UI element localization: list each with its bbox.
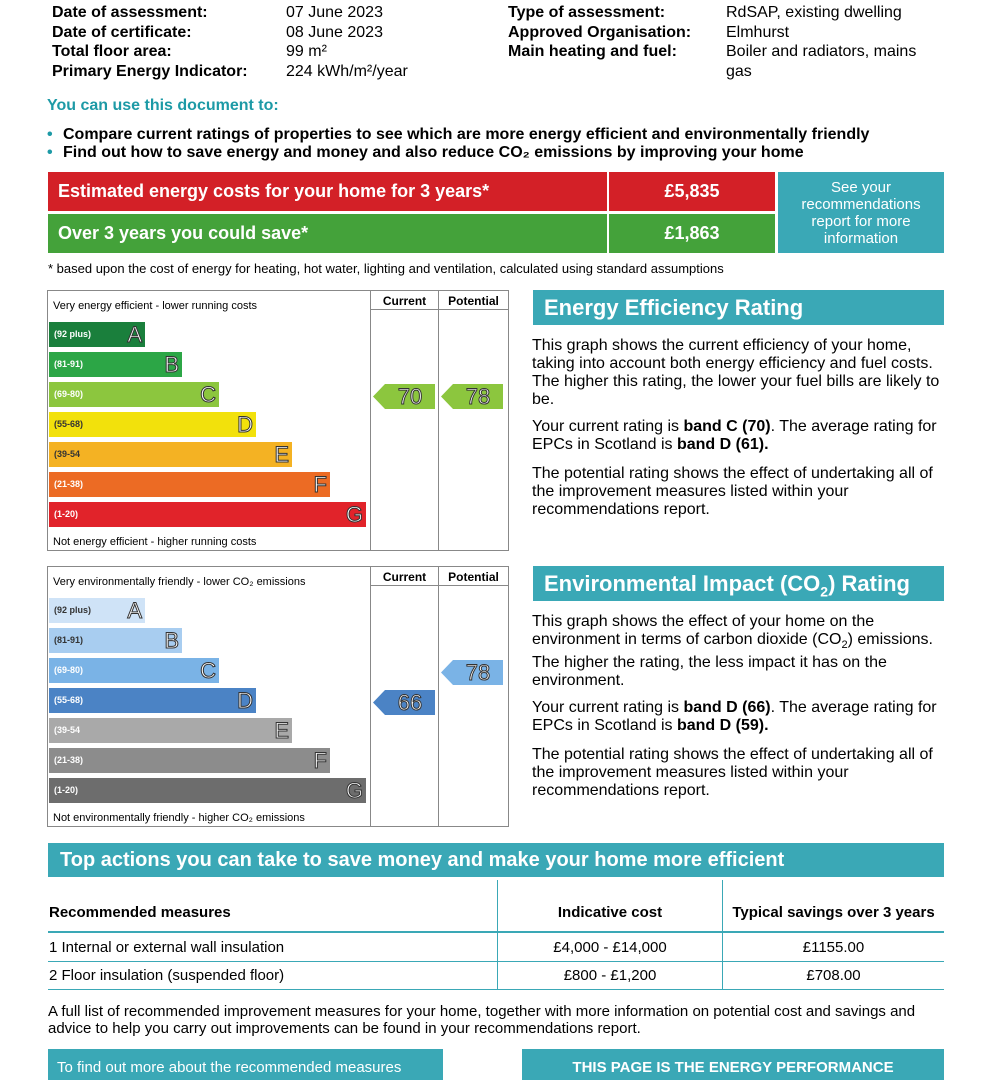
band-range: (39-54	[54, 725, 81, 735]
potential-column-header: Potential	[448, 570, 499, 584]
actions-note: A full list of recommended improvement measures for your home, together with more information on potential cost and savings and advice to help you carry out improvements can be found in your recommendations report.	[48, 1003, 916, 1037]
rating-band-b	[49, 628, 182, 653]
band-letter: F	[313, 748, 327, 773]
band-range: (69-80)	[54, 389, 84, 399]
rating-band-c	[49, 382, 219, 407]
cost-footnote: * based upon the cost of energy for heating, hot water, lighting and ventilation, calculated using standard assumptions	[48, 261, 724, 276]
column-header-underline	[370, 585, 508, 586]
summary-value: RdSAP, existing dwelling	[726, 4, 902, 21]
column-header-underline	[370, 309, 508, 310]
band-range: (92 plus)	[54, 329, 92, 339]
rating-value: 70	[397, 384, 423, 409]
summary-label: Primary Energy Indicator:	[52, 62, 248, 80]
rating-band-g	[49, 502, 366, 527]
band-letter: A	[127, 598, 142, 623]
summary-row	[508, 62, 916, 82]
cost-row2-label: Over 3 years you could save*	[48, 214, 607, 253]
band-letter: A	[127, 322, 142, 347]
measure-cell: 1 Internal or external wall insulation	[48, 932, 498, 961]
cost-cell: £4,000 - £14,000	[498, 932, 723, 961]
summary-label: Total floor area:	[52, 43, 172, 60]
band-range: (55-68)	[54, 419, 84, 429]
band-range: (55-68)	[54, 695, 84, 705]
band-letter: E	[274, 442, 289, 467]
eer-p2: Your current rating is band C (70). The average rating for EPCs in Scotland is band D (61).	[532, 418, 937, 453]
potential-column-divider	[438, 567, 439, 826]
summary-left	[52, 3, 408, 81]
rating-band-d	[49, 412, 256, 437]
rating-value: 78	[465, 384, 491, 409]
summary-row	[508, 23, 916, 43]
current-column-divider	[370, 567, 371, 826]
savings-cell: £1155.00	[802, 939, 865, 957]
current-column-header: Current	[382, 570, 427, 584]
rating-value: 78	[465, 660, 491, 685]
band-letter: F	[313, 472, 327, 497]
savings-cell: £708.00	[806, 966, 861, 984]
current-rating-arrow	[373, 384, 435, 409]
band-letter: G	[345, 502, 363, 527]
band-range: (81-91)	[54, 359, 84, 369]
summary-value: gas	[726, 62, 752, 80]
band-letter: B	[164, 628, 179, 653]
eer-heading: Energy Efficiency Rating	[533, 290, 944, 325]
actions-table	[48, 880, 944, 990]
summary-label: Date of certificate:	[52, 23, 192, 41]
uses-heading: You can use this document to:	[47, 97, 279, 114]
current-rating-arrow	[373, 690, 435, 715]
band-letter: C	[200, 382, 216, 407]
band-range: (39-54	[54, 449, 81, 459]
environmental-rating-chart	[47, 566, 509, 827]
potential-column-divider	[438, 291, 439, 550]
eir-p2: Your current rating is band D (66). The average rating for EPCs in Scotland is band D (59).	[532, 699, 937, 735]
band-range: (1-20)	[54, 785, 79, 795]
summary-row	[52, 62, 408, 82]
bullet-icon: •	[47, 126, 53, 143]
energy-rating-chart	[47, 290, 509, 551]
bottom-note: Not energy efficient - higher running costs	[53, 536, 257, 548]
band-letter: E	[274, 718, 289, 743]
summary-label: Main heating and fuel:	[508, 43, 677, 60]
summary-label	[508, 62, 726, 82]
band-letter: D	[237, 412, 253, 437]
eir-p3: The potential rating shows the effect of undertaking all of the improvement measures listed within your recommendations report.	[532, 746, 933, 800]
band-range: (21-38)	[54, 755, 84, 765]
table-row	[48, 961, 944, 989]
cost-row1-value: £5,835	[609, 172, 775, 211]
cost-cell: £800 - £1,200	[498, 961, 723, 989]
band-range: (69-80)	[54, 665, 84, 675]
current-column-header: Current	[382, 294, 427, 308]
summary-label: Type of assessment:	[508, 4, 666, 21]
rating-value: 66	[397, 690, 423, 715]
cost-row2-value: £1,863	[609, 214, 775, 253]
col-header-savings: Typical savings over 3 years	[732, 903, 935, 921]
eir-heading: Environmental Impact $(CO_2)$ Rating	[533, 566, 944, 601]
cost-row1-label: Estimated energy costs for your home for 3 years*	[48, 172, 607, 211]
col-header-measures: Recommended measures	[48, 880, 498, 932]
band-range: (1-20)	[54, 509, 79, 519]
band-letter: D	[237, 688, 253, 713]
summary-row	[52, 23, 408, 43]
rating-band-a	[49, 322, 145, 347]
potential-rating-arrow	[441, 660, 503, 685]
eir-p1: This graph shows the effect of your home on the environment in terms of carbon dioxide $(CO_2)$ emissions. The higher the rating, the less impact it has on the environment.	[532, 613, 933, 690]
eir-text	[532, 613, 942, 800]
rating-band-b	[49, 352, 182, 377]
band-letter: B	[164, 352, 179, 377]
uses-bullets	[47, 126, 947, 162]
footer-left-link[interactable]: To find out more about the recommended measures	[48, 1049, 443, 1080]
summary-row	[52, 42, 408, 62]
footer-right-banner: THIS PAGE IS THE ENERGY PERFORMANCE	[522, 1049, 944, 1080]
rating-band-a	[49, 598, 145, 623]
current-column-divider	[370, 291, 371, 550]
summary-row	[508, 3, 916, 23]
band-range: (81-91)	[54, 635, 84, 645]
rating-band-d	[49, 688, 256, 713]
summary-label: Approved Organisation:	[508, 23, 692, 41]
rating-band-f	[49, 748, 330, 773]
potential-rating-arrow	[441, 384, 503, 409]
eer-text	[532, 337, 942, 519]
recommendations-note[interactable]: See your recommendations report for more information	[778, 172, 944, 253]
bullet-item: • Compare current ratings of properties to see which are more energy efficient and environmentally friendly	[47, 126, 870, 143]
bottom-note: Not environmentally friendly - higher CO₂ emissions	[53, 812, 305, 824]
measure-cell: 2 Floor insulation (suspended floor)	[48, 961, 498, 989]
band-range: (21-38)	[54, 479, 84, 489]
band-letter: G	[345, 778, 363, 803]
rating-band-e	[49, 718, 292, 743]
eer-p1: This graph shows the current efficiency of your home, taking into account both energy efficiency and fuel costs. The higher this rating, the lower your fuel bills are likely to be.	[532, 337, 940, 408]
actions-heading: Top actions you can take to save money and make your home more efficient	[48, 843, 944, 877]
band-range: (92 plus)	[54, 605, 92, 615]
col-header-cost: Indicative cost	[498, 880, 723, 932]
summary-row	[52, 3, 408, 23]
summary-label: Date of assessment:	[52, 4, 208, 21]
summary-value: 08 June 2023	[286, 23, 383, 41]
top-note: Very energy efficient - lower running costs	[53, 300, 258, 312]
summary-value: Elmhurst	[726, 23, 790, 41]
table-header-row	[48, 880, 944, 932]
bullet-icon: •	[47, 144, 53, 161]
bullet-item: • Find out how to save energy and money and also reduce CO₂ emissions by improving your home	[47, 144, 804, 161]
potential-column-header: Potential	[448, 294, 499, 308]
rating-band-g	[49, 778, 366, 803]
rating-band-e	[49, 442, 292, 467]
top-note: Very environmentally friendly - lower CO₂ emissions	[53, 576, 306, 588]
summary-value: 224 kWh/m²/year	[286, 62, 408, 80]
summary-value: 99 m²	[286, 43, 327, 60]
eer-p3: The potential rating shows the effect of undertaking all of the improvement measures listed within your recommendations report.	[532, 465, 933, 518]
table-row	[48, 932, 944, 961]
band-letter: C	[200, 658, 216, 683]
summary-right	[508, 3, 916, 81]
rating-band-c	[49, 658, 219, 683]
summary-row	[508, 42, 916, 62]
summary-value: Boiler and radiators, mains	[726, 43, 917, 60]
summary-value: 07 June 2023	[286, 4, 383, 21]
rating-band-f	[49, 472, 330, 497]
